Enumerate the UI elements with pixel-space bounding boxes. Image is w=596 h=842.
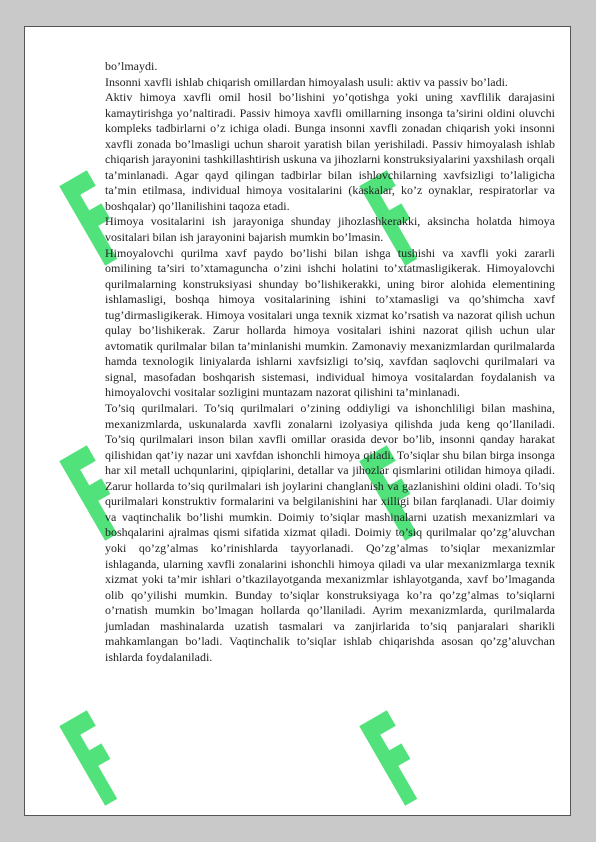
paragraph: Aktiv himoya xavfli omil hosil bo’lishini yo’qotishga yoki uning xavflilik darajasini kamaytirishga yo’naltiradi. Passiv himoya xavfli omillarning insonga ta’sirini oldini oluvchi kompleks tadbirlarni o’z ichiga oladi. Bunga insonni xavfli zonadan chiqarish yoki insonni xavfli zonada bo’lmasligi uchun sharoit yaratish bilan yerishiladi. Passiv himoyalash ishlab chiqarish jarayonini tashkillashtirish uskuna va jihozlarni konstruksiyalarini yaxshilash orqali ta’minlanadi. Agar qayd qilingan tadbirlar bilan ishlovchilarning xavfsizligi to’laligicha ta’min etilmasa, individual himoya vositalarini (kaskalar, ko’z oynaklar, respiratorlar va boshqalar) qo’llanilishini taqoza etadi. [105,90,555,213]
paragraph: Himoya vositalarini ish jarayoniga shunday jihozlashkerakki, aksincha holatda himoya vositalari bilan ish jarayonini bajarish mumkin bo’lmasin. [105,214,555,245]
logo-watermark-icon [59,710,133,806]
body-text [105,59,555,665]
logo-watermark-icon [359,710,433,806]
document-page [24,26,571,816]
paragraph: bo’lmaydi. [105,59,158,73]
paragraph: Himoyalovchi qurilma xavf paydo bo’lishi bilan ishga tushishi va xavfli yoki zararli omilining ta’siri to’xtamaguncha o’zini ishchi holatini to’xtatmasligikerak. Himoyalovchi qurilmalarning konstruksiyasi shunday bo’lishikerakki, uning biror alohida elementining ishlamasligi, boshqa himoya vositalarining ishini to’xtamasligi va qo’shimcha xavf tug’dirmasligikerak. Himoya vositalari unga texnik xizmat ko’rsatish va nazorat qilish uchun qulay bo’lishikerak. Zarur hollarda himoya vositalari ishini nazorat qilish uchun ular avtomatik qurilmalar bilan ta’minlanishi mumkin. Zamonaviy mexanizmlardan qurilmalarda hamda texnologik liniyalarda ishlarni xavfsizligi to’siq, xavfdan saqlovchi qurilmalari va signal, masofadan boshqarish sistemasi, individual himoya vositalardan foydalanish va himoyalovchi vositalar sozligini muntazam nazorat qilishini ta’minlanadi. [105,245,555,400]
paragraph: To’siq qurilmalari. To’siq qurilmalari o’zining oddiyligi va ishonchliligi bilan mashina, mexanizmlarda, uskunalarda xavfli zonalarni izolyasiya qilishda juda keng qo’llaniladi. To’siq qurilmalari inson bilan xavfli omillar orasida devor bo’lib, insonni qanday harakat qilishidan qat’iy nazar uni xavfdan ishonchli himoya qiladi. To’siqlar shu bilan birga insonga har xil metall uchqunlarini, qipiqlarini, detallar va jihozlar qismlarini otilidan himoya qiladi. Zarur hollarda to’siq qurilmalari ish joylarini changlanish va gazlanishini oldini oladi. To’siq qurilmalari konstruktiv formalarini va belgilanishini har xilligi bilan farqlanadi. Ular doimiy va vaqtinchalik bo’lishi mumkin. Doimiy to’siqlar mashinalarni uzatish mexanizmlari va boshqalarini ajralmas qismi sifatida xizmat qiladi. Doimiy to’siq qurilmalar qo’zg’aluvchan yoki qo’zg’almas ko’rinishlarda tayyorlanadi. Qo’zg’almas to’siqlar mexanizmlar ishlaganda, ularning xavfli zonalarini ishonchli himoya qiladi va ular mexanizmlarga texnik xizmat yoki ta’mir ishlari o’tkazilayotganda mexanizmlar ishlayotganda, xavf bo’lmaganda olib qo’yilishi mumkin. Bunday to’siqlar konstruksiyaga ko’ra qo’zg’almas to’siqlarni o’rnatish mumkin bo’lmagan hollarda qo’llaniladi. Ayrim mexanizmlarda, qurilmalarda jumladan mashinalarda uzatish tasmalari va zanjirlarida to’siq panjaralari sharikli mahkamlangan bo’ladi. Vaqtinchalik to’siqlar ishlab chiqarishda asosan qo’zg’aluvchan ishlarda foydalaniladi. [105,401,555,664]
paragraph: Insonni xavfli ishlab chiqarish omillardan himoyalash usuli: aktiv va passiv bo’ladi. [105,74,508,89]
